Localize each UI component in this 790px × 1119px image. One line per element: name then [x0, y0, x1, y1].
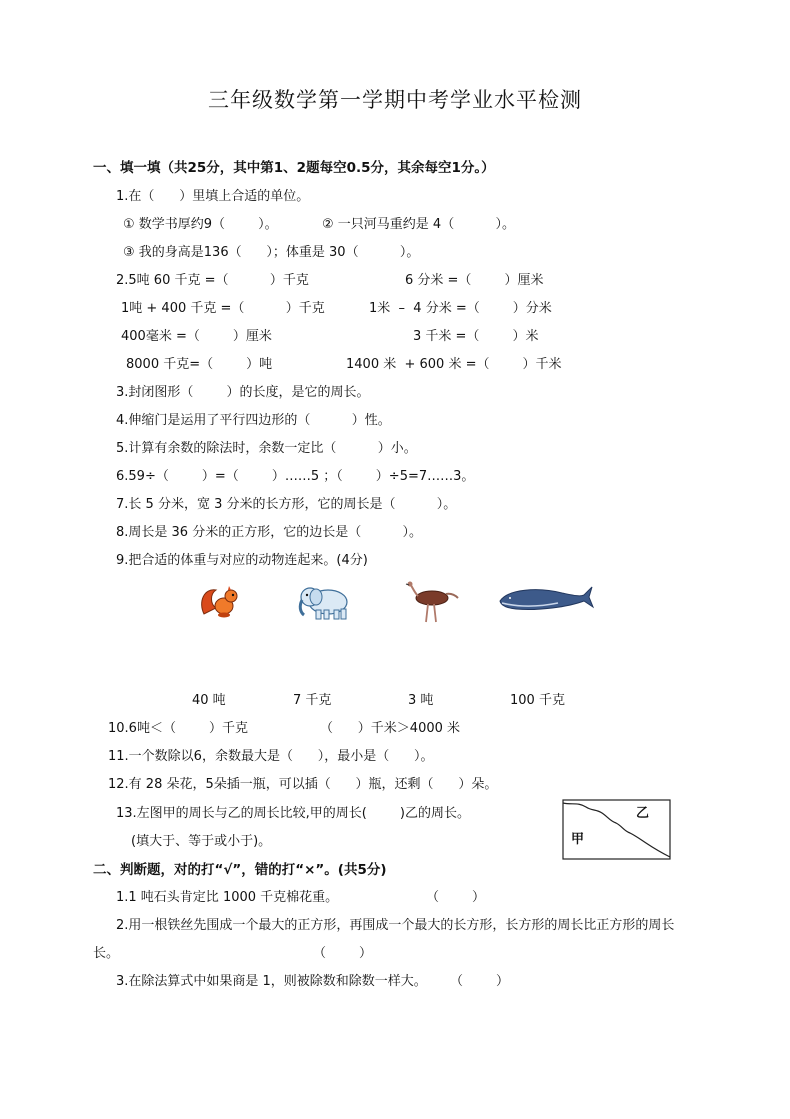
- judge-q2-blank: （ ）: [313, 946, 373, 961]
- section1-heading: 一、填一填（共25分，其中第1、2题每空0.5分，其余每空1分。）: [93, 160, 495, 176]
- q2-row3a: 400毫米 =（ ）厘米: [121, 329, 272, 344]
- judge-q1: 1.1 吨石头肯定比 1000 千克棉花重。: [116, 890, 339, 905]
- judge-q2-line2: 长。: [93, 946, 120, 961]
- section2-heading: 二、判断题，对的打“√”，错的打“×”。(共5分): [93, 862, 387, 878]
- q13-hint: (填大于、等于或小于)。: [131, 834, 272, 849]
- q5: 5.计算有余数的除法时，余数一定比（ ）小。: [116, 441, 417, 456]
- weight-option: 40 吨: [192, 693, 226, 708]
- q2-row3b: 3 千米 =（ ）米: [413, 329, 539, 344]
- q2-row2a: 1吨 + 400 千克 =（ ）千克: [121, 301, 325, 316]
- judge-q3: 3.在除法算式中如果商是 1，则被除数和除数一样大。: [116, 974, 427, 989]
- q10-a: 10.6吨＜（ ）千克: [108, 721, 249, 736]
- weight-option: 3 吨: [408, 693, 434, 708]
- q2-row1b: 6 分米 =（ ）厘米: [405, 273, 544, 288]
- q1-line1a: ① 数学书厚约9（ ）。: [123, 217, 278, 232]
- q1-line2a: ③ 我的身高是136（ ）；体重是 30（ ）。: [123, 245, 420, 260]
- perimeter-figure: [562, 799, 672, 861]
- judge-q1-blank: （ ）: [426, 890, 486, 905]
- q1-stem: 1.在（ ）里填上合适的单位。: [116, 189, 310, 204]
- q9-stem: 9.把合适的体重与对应的动物连起来。(4分): [116, 553, 368, 568]
- q2-row1a: 2.5吨 60 千克 =（ ）千克: [116, 273, 309, 288]
- figure-label-yi: 乙: [636, 806, 650, 821]
- squirrel-icon: [198, 584, 242, 620]
- judge-q3-blank: （ ）: [450, 974, 510, 989]
- weight-option: 100 千克: [510, 693, 565, 708]
- ostrich-icon: [402, 580, 460, 624]
- q13-stem: 13.左图甲的周长与乙的周长比较,甲的周长( )乙的周长。: [116, 806, 471, 821]
- page-title: 三年级数学第一学期中考学业水平检测: [208, 88, 582, 112]
- q2-row4a: 8000 千克=（ ）吨: [126, 357, 273, 372]
- figure-label-jia: 甲: [571, 832, 585, 847]
- q11: 11.一个数除以6，余数最大是（ ），最小是（ ）。: [108, 749, 434, 764]
- q12: 12.有 28 朵花，5朵插一瓶，可以插（ ）瓶，还剩（ ）朵。: [108, 777, 498, 792]
- weight-option: 7 千克: [293, 693, 332, 708]
- q2-row4b: 1400 米 + 600 米 =（ ）千米: [346, 357, 562, 372]
- q2-row2b: 1米 – 4 分米 =（ ）分米: [369, 301, 552, 316]
- q6: 6.59÷（ ）=（ ）……5 ；（ ）÷5=7……3。: [116, 469, 475, 484]
- judge-q2-line1: 2.用一根铁丝先围成一个最大的正方形，再围成一个最大的长方形，长方形的周长比正方形的周长: [116, 918, 675, 933]
- q4: 4.伸缩门是运用了平行四边形的（ ）性。: [116, 413, 391, 428]
- q8: 8.周长是 36 分米的正方形，它的边长是（ ）。: [116, 525, 423, 540]
- q10-b: （ ）千米＞4000 米: [320, 721, 461, 736]
- q3: 3.封闭图形（ ）的长度，是它的周长。: [116, 385, 370, 400]
- elephant-icon: [296, 582, 354, 622]
- q7: 7.长 5 分米，宽 3 分米的长方形，它的周长是（ ）。: [116, 497, 457, 512]
- q1-line1b: ② 一只河马重约是 4（ ）。: [322, 217, 516, 232]
- whale-icon: [498, 585, 594, 613]
